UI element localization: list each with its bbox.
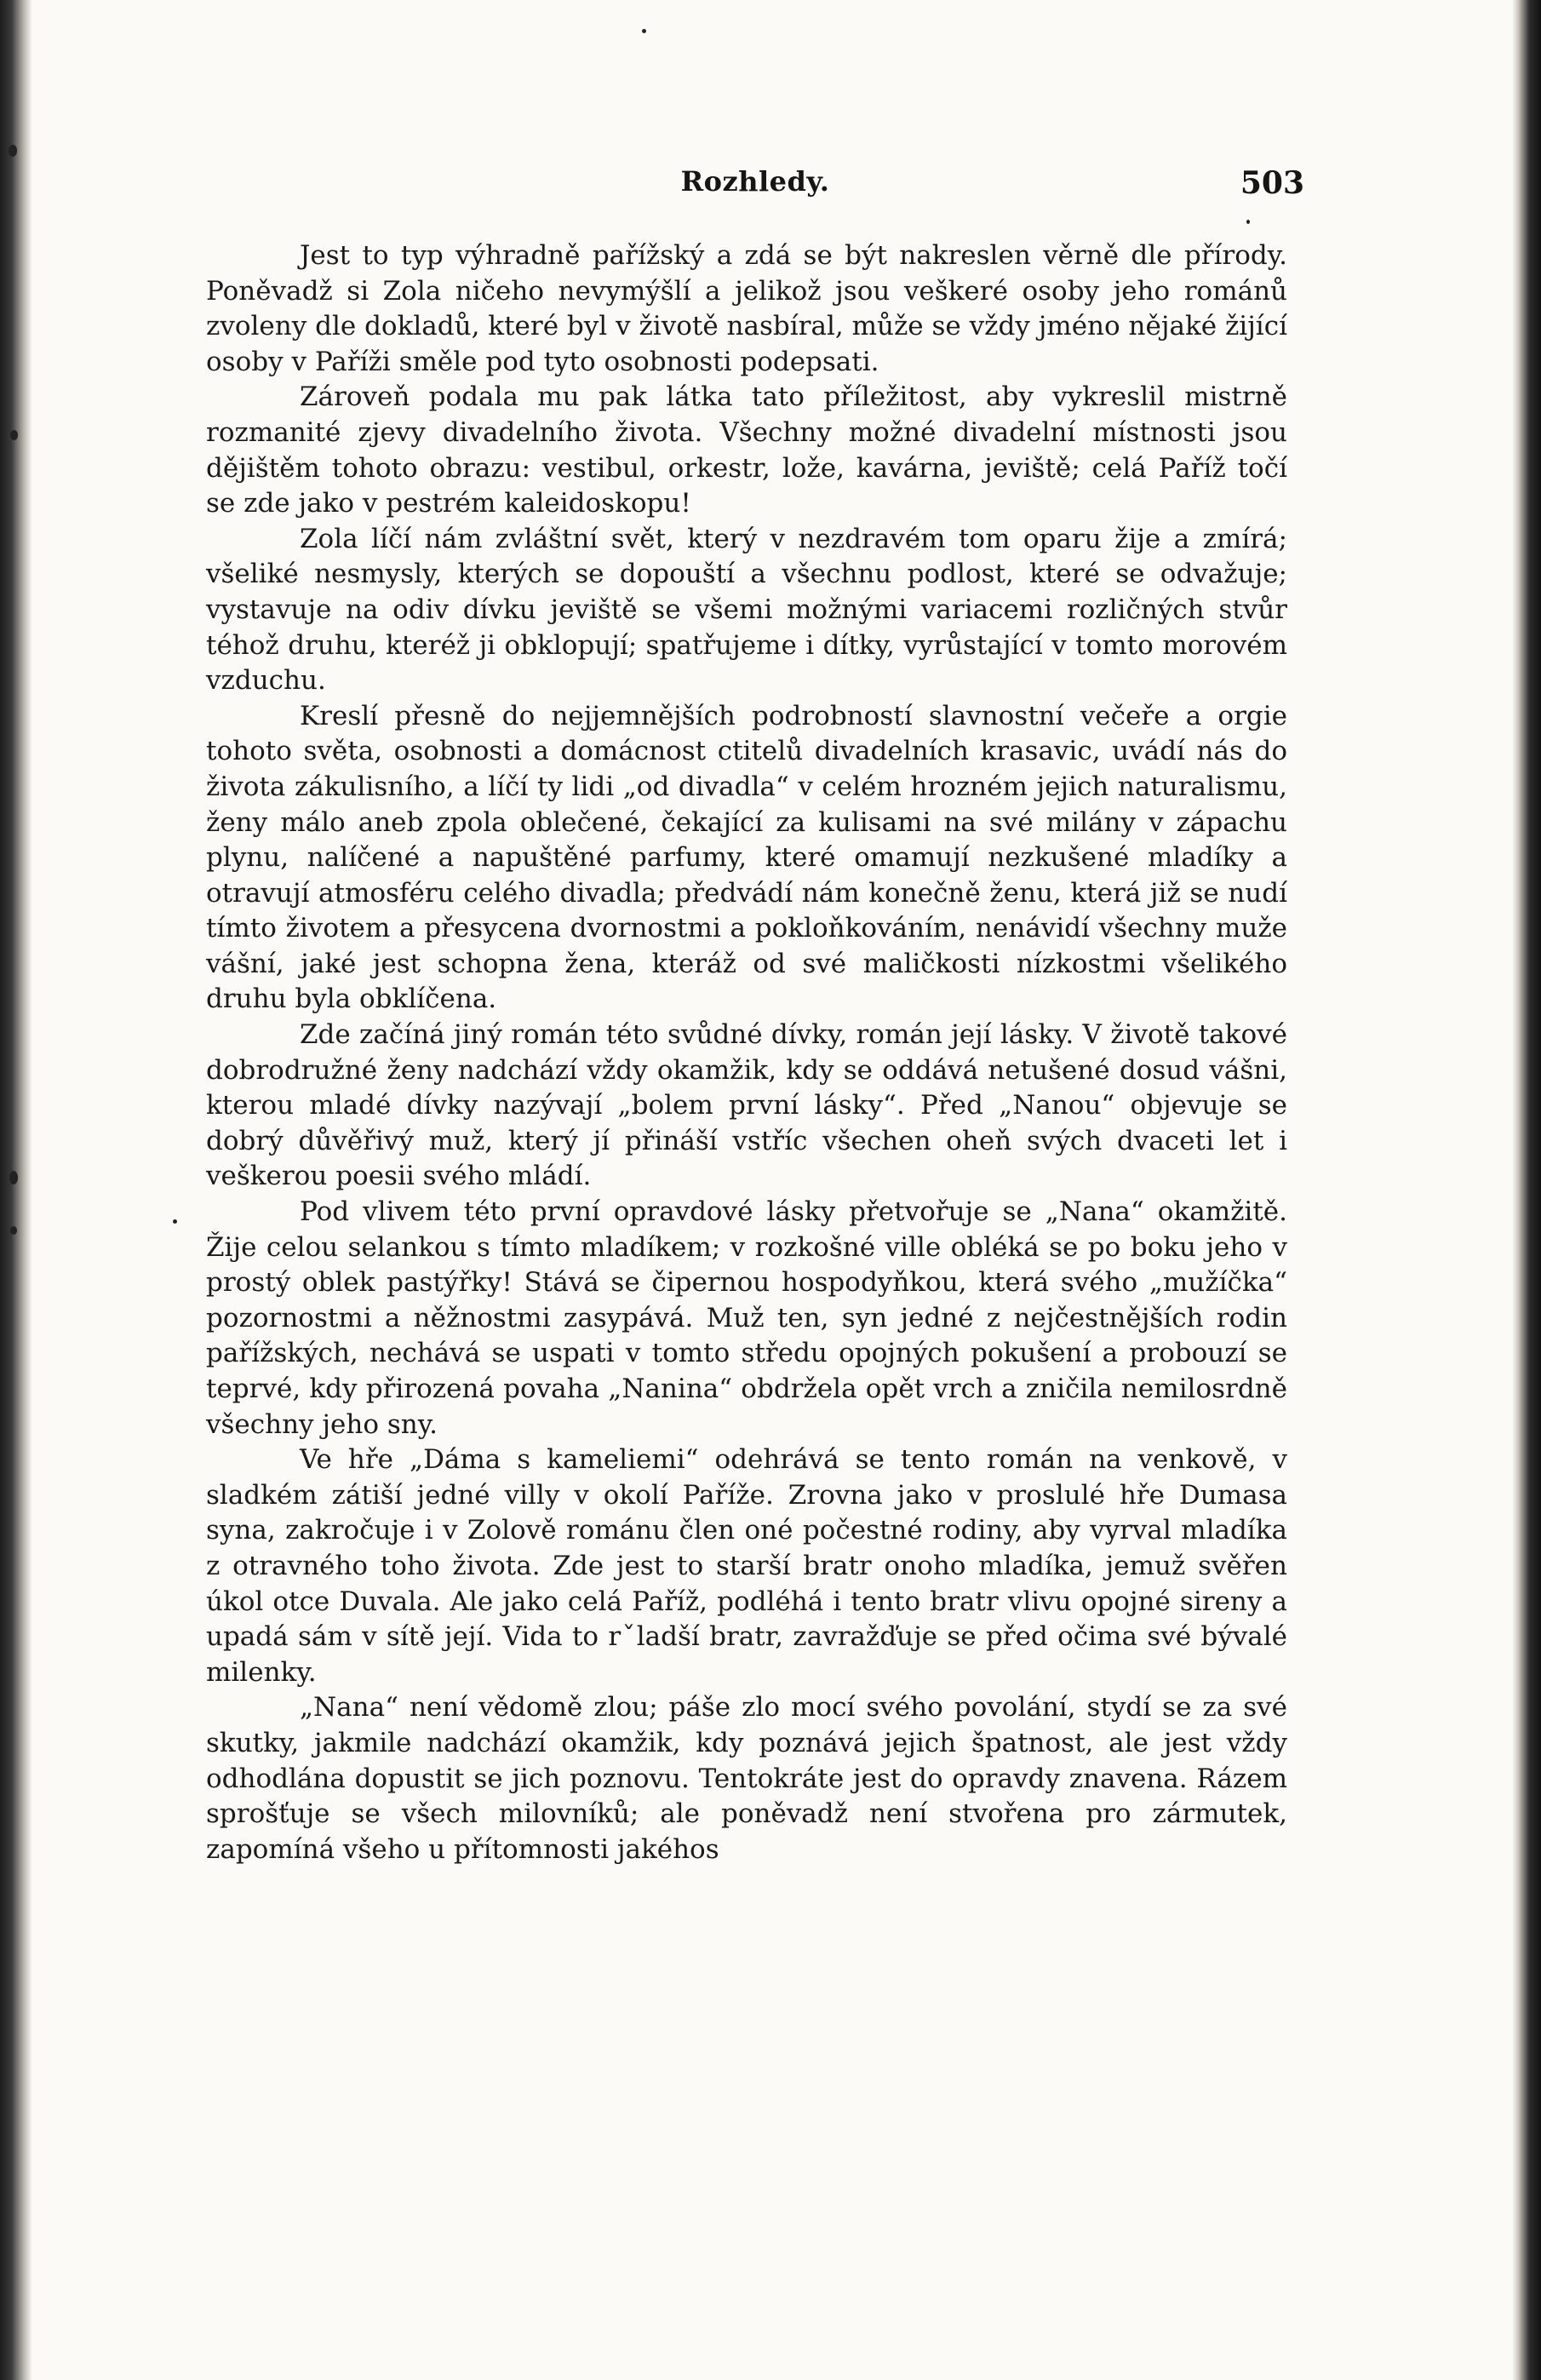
- scan-speck: [10, 1226, 17, 1235]
- page-number: 503: [1240, 165, 1304, 201]
- paragraph: Kreslí přesně do nejjemnějších podrobností slavnostní večeře a orgie tohoto světa, osobnosti a domácnost ctitelů divadelních krasavic, uvádí nás do života zákulisního, a líčí ty lidi „od divadla“ v celém hrozném jejich naturalismu, ženy málo aneb zpola oblečené, čekající za kulisami na své milány v zápachu plynu, nalíčené a napuštěné parfumy, které omamují nezkušené mladíky a otravují atmosféru celého divadla; předvádí nám konečně ženu, která již se nudí tímto životem a přesycena dvornostmi a pokloňkováním, nenávidí všechny muže vášní, jaké jest schopna žena, kteráž od své maličkosti nízkostmi všelikého druhu byla obklíčena.: [206, 700, 1287, 1015]
- page-right-edge: [1512, 0, 1541, 2380]
- scan-speck: [642, 29, 646, 33]
- running-title: Rozhledy.: [680, 165, 830, 198]
- paragraph: „Nana“ není vědomě zlou; páše zlo mocí svého povolání, stydí se za své skutky, jakmile nadchází okamžik, kdy poznává jejich špatnost, ale jest vždy odhodlána dopustit se jich poznovu. Tentokráte jest do opravdy znavena. Rázem sprošťuje se všech milovníků; ale poněvadž není stvořena pro zármutek, zapomíná všeho u přítomnosti jakéhos: [206, 1692, 1287, 1865]
- book-binding-edge: [0, 0, 32, 2380]
- paragraph: Ve hře „Dáma s kameliemi“ odehrává se tento román na venkově, v sladkém zátiší jedné villy v okolí Paříže. Zrovna jako v proslulé hře Dumasa syna, zakročuje i v Zolově románu člen oné počestné rodiny, aby vyrval mladíka z otravného toho života. Zde jest to starší bratr onoho mladíka, jemuž svěřen úkol otce Duvala. Ale jako celá Paříž, podléhá i tento bratr vlivu opojné sireny a upadá sám v sítě její. Vida to rˇladší bratr, zavražďuje se před očima své bývalé milenky.: [206, 1444, 1287, 1688]
- scan-speck: [9, 1171, 18, 1184]
- paragraph: Zola líčí nám zvláštní svět, který v nezdravém tom oparu žije a zmírá; všeliké nesmysly, kterých se dopouští a všechnu podlost, které se odvažuje; vystavuje na odiv dívku jeviště se všemi možnými variacemi rozličných stvůr téhož druhu, kteréž ji obklopují; spatřujeme i dítky, vyrůstající v tomto morovém vzduchu.: [206, 523, 1287, 697]
- scan-speck: [9, 145, 17, 157]
- paragraph: Pod vlivem této první opravdové lásky přetvořuje se „Nana“ okamžitě. Žije celou selankou s tímto mladíkem; v rozkošné ville obléká se po boku jeho v prostý oblek pastýřky! Stává se čipernou hospodyňkou, která svého „mužíčka“ pozornostmi a něžnostmi zasypává. Muž ten, syn jedné z nejčestnějších rodin pařížských, nechává se uspati v tomto středu opojných pokušení a probouzí se teprvé, kdy přirozená povaha „Nanina“ obdržela opět vrch a zničila nemilosrdně všechny jeho sny.: [206, 1196, 1287, 1440]
- paragraph: Zároveň podala mu pak látka tato příležitost, aby vykreslil mistrně rozmanité zjevy divadelního života. Všechny možné divadelní místnosti jsou dějištěm tohoto obrazu: vestibul, orkestr, lože, kavárna, jeviště; celá Paříž točí se zde jako v pestrém kaleidoskopu!: [206, 381, 1287, 519]
- scan-speck: [1246, 220, 1250, 224]
- scan-speck: [173, 1219, 177, 1224]
- paragraph: Jest to typ výhradně pařížský a zdá se být nakreslen věrně dle přírody. Poněvadž si Zola ničeho nevymýšlí a jelikož jsou veškeré osoby jeho románů zvoleny dle dokladů, které byl v životě nasbíral, může se vždy jméno nějaké žijící osoby v Paříži směle pod tyto osobnosti podepsati.: [206, 240, 1287, 377]
- scan-speck: [10, 430, 18, 440]
- body-text: [206, 238, 1287, 1867]
- running-header: [206, 165, 1304, 204]
- paragraph: Zde začíná jiný román této svůdné dívky, román její lásky. V životě takové dobrodružné ženy nadchází vždy okamžik, kdy se oddává netušené dosud vášni, kterou mladé dívky nazývají „bolem první lásky“. Před „Nanou“ objevuje se dobrý důvěřivý muž, který jí přináší vstříc všechen oheň svých dvaceti let i veškerou poesii svého mládí.: [206, 1019, 1287, 1192]
